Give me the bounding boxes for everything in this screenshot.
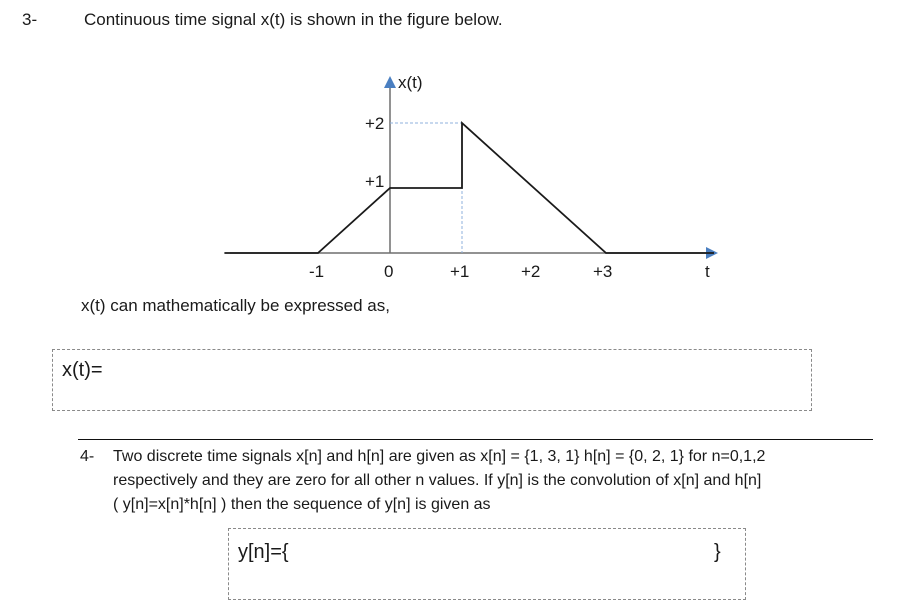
question-3-number: 3-	[22, 10, 38, 29]
question-3-text: Continuous time signal x(t) is shown in the figure below.	[84, 10, 503, 29]
x-tick-minus1: -1	[309, 262, 325, 281]
t-axis-label: t	[705, 262, 710, 281]
question-4-number: 4-	[80, 448, 95, 465]
answer-box-xt[interactable]	[52, 349, 812, 411]
section-divider	[78, 439, 873, 440]
x-tick-0: 0	[384, 262, 394, 281]
y-tick-1: +1	[365, 172, 385, 191]
plot-title: x(t)	[398, 73, 423, 92]
signal-line	[224, 123, 714, 253]
expression-prompt: x(t) can mathematically be expressed as,	[81, 296, 390, 315]
answer-label-yn: y[n]={	[238, 541, 289, 563]
answer-box-yn[interactable]	[228, 528, 746, 600]
question-4-line-1: Two discrete time signals x[n] and h[n] are given as x[n] = {1, 3, 1} h[n] = {0, 2, 1} for n=0,1,2	[113, 448, 766, 465]
x-tick-plus1: +1	[450, 262, 470, 281]
y-tick-2: +2	[365, 114, 385, 133]
question-4-line-3: ( y[n]=x[n]*h[n] ) then the sequence of y[n] is given as	[113, 496, 491, 513]
x-tick-plus2: +2	[521, 262, 541, 281]
answer-label-xt: x(t)=	[62, 359, 103, 381]
x-tick-plus3: +3	[593, 262, 613, 281]
answer-close-brace: }	[714, 541, 721, 563]
question-4-line-2: respectively and they are zero for all other n values. If y[n] is the convolution of x[n] and h[n]	[113, 472, 762, 489]
